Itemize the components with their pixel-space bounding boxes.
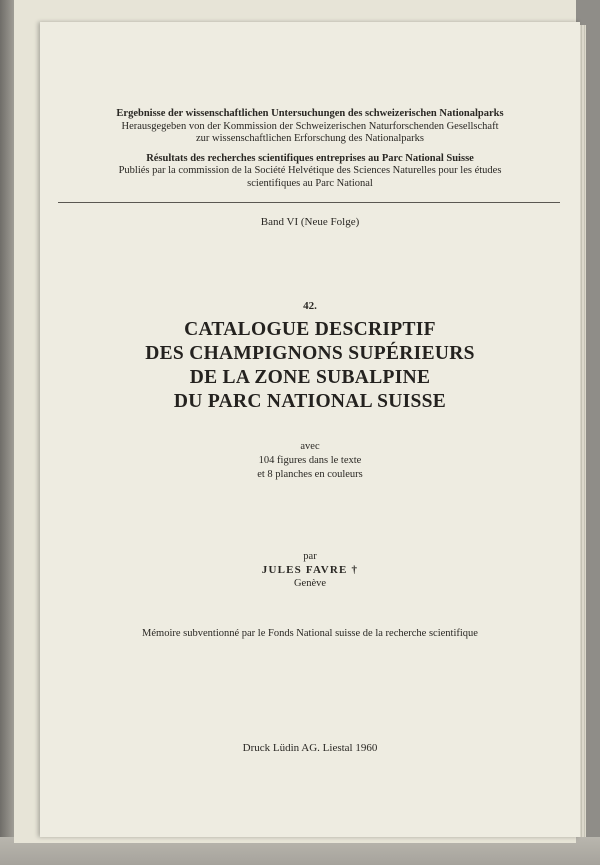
volume-label: Band VI (Neue Folge) (260, 216, 360, 228)
series-header (40, 108, 580, 190)
issue-number: 42. (303, 300, 317, 312)
series-publisher-german-cont: zur wissenschaftlichen Erforschung des Nationalparks (195, 133, 424, 144)
series-publisher-german: Herausgegeben von der Kommission der Schweizerischen Naturforschenden Gesellschaft (121, 120, 499, 132)
author-name: JULES FAVRE † (261, 564, 359, 576)
illustrations-figures: 104 figures dans le texte (258, 455, 362, 466)
title-page (40, 22, 580, 837)
printer-imprint: Druck Lüdin AG. Liestal 1960 (242, 742, 378, 754)
title-line-4: DU PARC NATIONAL SUISSE (173, 391, 447, 412)
book-spine-edge (0, 0, 14, 865)
author-by: par (303, 551, 317, 562)
funding-note: Mémoire subventionné par le Fonds National suisse de la recherche scientifique (142, 628, 478, 639)
title-line-3: DE LA ZONE SUBALPINE (189, 367, 431, 388)
header-divider (58, 202, 560, 203)
author-block (40, 550, 580, 590)
series-publisher-french-cont: scientifiques au Parc National (247, 177, 373, 189)
series-publisher-french: Publiés par la commission de la Société Helvétique des Sciences Naturelles pour les études (118, 165, 502, 176)
main-title (40, 318, 580, 414)
series-title-french: Résultats des recherches scientifiques entreprises au Parc National Suisse (146, 152, 474, 164)
author-city: Genève (293, 578, 327, 589)
illustrations-with: avec (300, 441, 320, 452)
series-title-german: Ergebnisse der wissenschaftlichen Untersuchungen des schweizerischen Nationalparks (116, 108, 504, 119)
illustrations-note (40, 440, 580, 482)
title-line-2: DES CHAMPIGNONS SUPÉRIEURS (145, 343, 475, 364)
header-gap (40, 146, 580, 153)
title-line-1: CATALOGUE DESCRIPTIF (184, 319, 436, 340)
illustrations-plates: et 8 planches en couleurs (257, 469, 363, 480)
